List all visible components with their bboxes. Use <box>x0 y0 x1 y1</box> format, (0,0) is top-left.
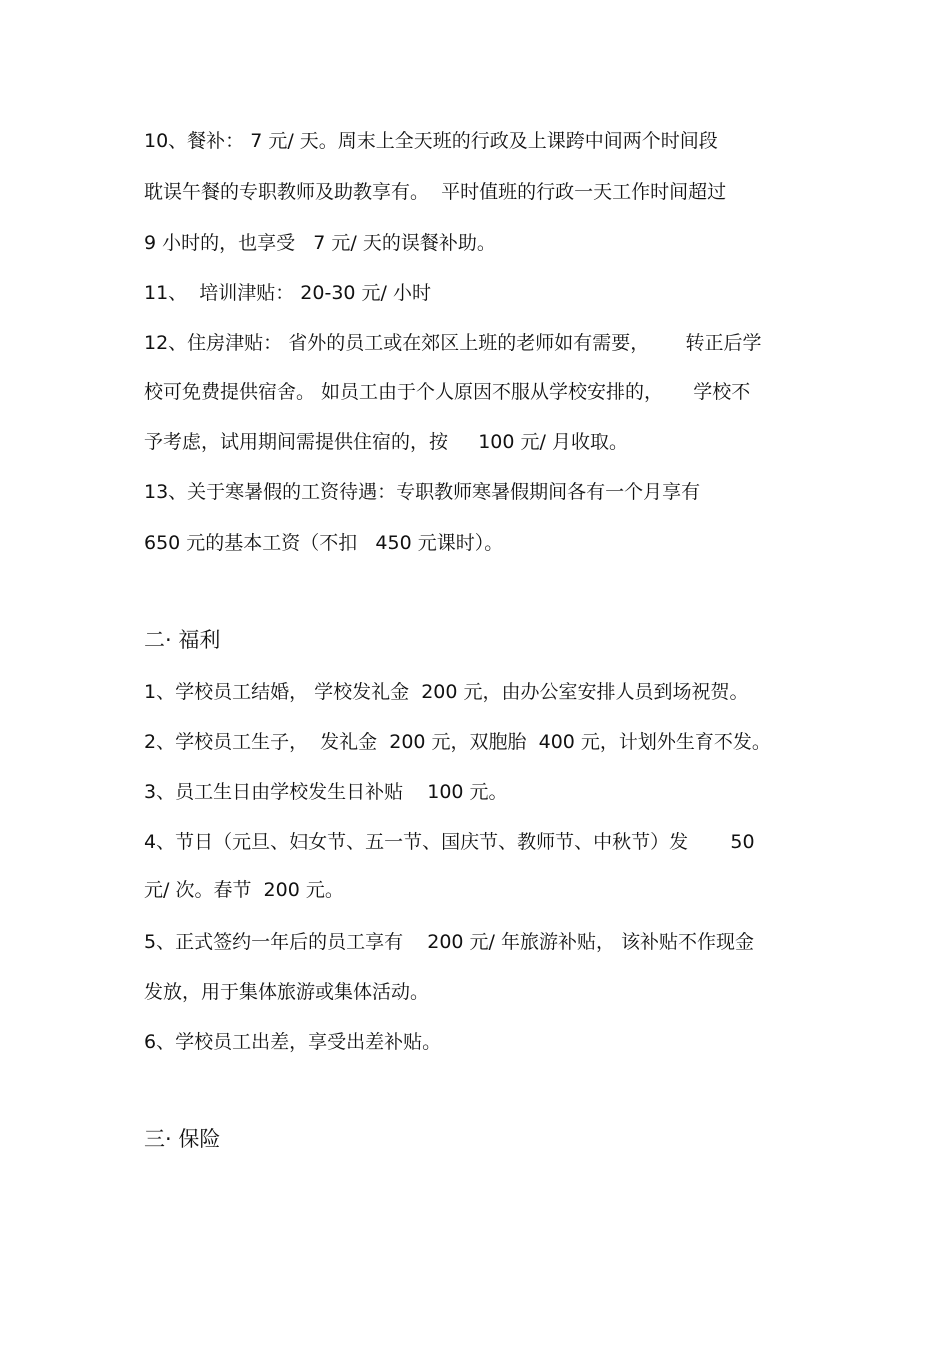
section-heading-benefits: 二· 福利 <box>144 628 221 652</box>
text-line-benefit-holidays-1: 4、节日（元旦、妇女节、五一节、国庆节、教师节、中秋节）发 50 <box>144 831 755 853</box>
text-line-housing-allowance-2: 校可免费提供宿舍。 如员工由于个人原因不服从学校安排的， 学校不 <box>144 381 751 403</box>
section-heading-insurance: 三· 保险 <box>144 1127 221 1151</box>
text-line-housing-allowance-3: 予考虑，试用期间需提供住宿的，按 100 元/ 月收取。 <box>144 431 628 453</box>
text-line-benefit-travel-1: 5、正式签约一年后的员工享有 200 元/ 年旅游补贴， 该补贴不作现金 <box>144 931 755 953</box>
text-line-benefit-marriage: 1、学校员工结婚， 学校发礼金 200 元，由办公室安排人员到场祝贺。 <box>144 681 749 703</box>
text-line-benefit-childbirth: 2、学校员工生子， 发礼金 200 元，双胞胎 400 元，计划外生育不发。 <box>144 731 771 753</box>
text-line-benefit-travel-2: 发放，用于集体旅游或集体活动。 <box>144 981 430 1003</box>
text-line-meal-allowance-2: 耽误午餐的专职教师及助教享有。 平时值班的行政一天工作时间超过 <box>144 181 727 203</box>
text-line-housing-allowance-1: 12、住房津贴： 省外的员工或在郊区上班的老师如有需要， 转正后学 <box>144 332 762 354</box>
text-line-benefit-holidays-2: 元/ 次。春节 200 元。 <box>144 879 344 901</box>
text-line-benefit-birthday: 3、员工生日由学校发生日补贴 100 元。 <box>144 781 508 803</box>
text-line-meal-allowance-3: 9 小时的，也享受 7 元/ 天的误餐补助。 <box>144 232 496 254</box>
text-line-training-allowance: 11、 培训津贴： 20-30 元/ 小时 <box>144 282 431 304</box>
text-line-vacation-pay-2: 650 元的基本工资（不扣 450 元课时）。 <box>144 532 504 554</box>
text-line-meal-allowance-1: 10、餐补： 7 元/ 天。周末上全天班的行政及上课跨中间两个时间段 <box>144 130 718 152</box>
text-line-vacation-pay-1: 13、关于寒暑假的工资待遇：专职教师寒暑假期间各有一个月享有 <box>144 481 701 503</box>
text-line-benefit-business-trip: 6、学校员工出差，享受出差补贴。 <box>144 1031 442 1053</box>
